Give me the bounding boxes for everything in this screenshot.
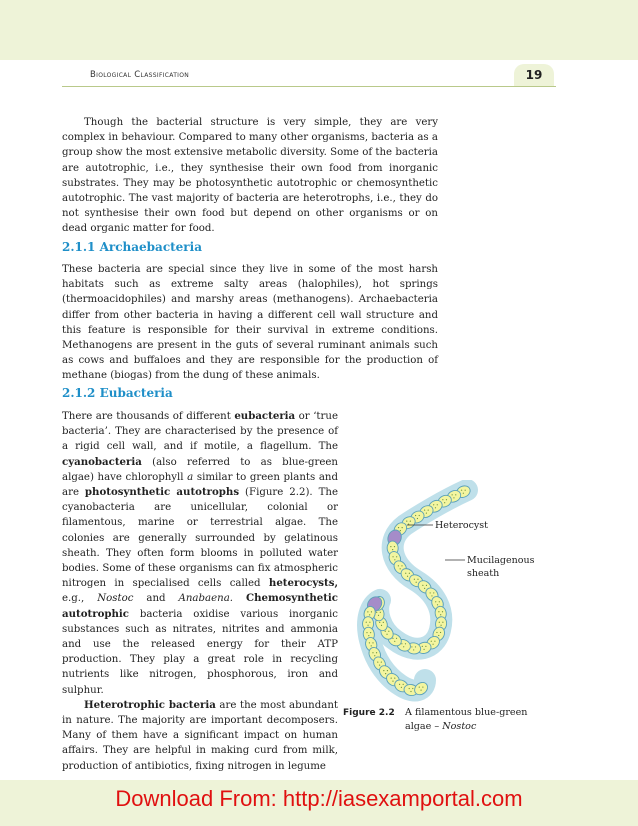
cell-granule: [435, 601, 436, 602]
cell-granule: [409, 688, 410, 689]
cell-granule: [366, 632, 367, 633]
cell-granule: [415, 515, 416, 516]
cell-granule: [371, 645, 372, 646]
cell-granule: [390, 546, 391, 547]
cell-granule: [379, 622, 380, 623]
cell-granule: [440, 632, 441, 633]
cell-granule: [401, 643, 402, 644]
heading-eubacteria: 2.1.2 Eubacteria: [62, 386, 173, 400]
cell-granule: [437, 504, 438, 505]
cell-granule: [419, 515, 420, 516]
cell-granule: [376, 612, 377, 613]
running-header: [62, 66, 556, 87]
cell-granule: [408, 524, 409, 525]
label-heterocyst: Heterocyst: [435, 520, 488, 531]
cell-granule: [402, 527, 403, 528]
cell-granule: [367, 625, 368, 626]
cell-granule: [428, 509, 429, 510]
cell-granule: [426, 585, 427, 586]
cell-granule: [370, 632, 371, 633]
cell-granule: [439, 601, 440, 602]
cell-granule: [405, 643, 406, 644]
cell-granule: [419, 686, 420, 687]
cell-granule: [392, 549, 393, 550]
page-number: 19: [514, 64, 554, 86]
cell-granule: [442, 622, 443, 623]
cell-granule: [465, 490, 466, 491]
cell-granule: [444, 502, 445, 503]
cell-granule: [426, 512, 427, 513]
cell-granule: [394, 546, 395, 547]
cell-granule: [422, 686, 423, 687]
cell-granule: [437, 604, 438, 605]
cell-granule: [423, 649, 424, 650]
top-band: [0, 0, 638, 60]
cell-granule: [416, 582, 417, 583]
cell-granule: [378, 615, 379, 616]
cell-granule: [413, 649, 414, 650]
cell-granule: [367, 611, 368, 612]
cell-granule: [381, 625, 382, 626]
cell-granule: [425, 646, 426, 647]
label-mucilage-2: sheath: [467, 568, 500, 579]
cell-granule: [442, 611, 443, 612]
cell-granule: [369, 614, 370, 615]
cell-granule: [381, 661, 382, 662]
cell-granule: [385, 631, 386, 632]
figure-caption-label: Figure 2.2: [343, 708, 395, 718]
cell-granule: [407, 576, 408, 577]
cell-granule: [410, 521, 411, 522]
cell-granule: [383, 622, 384, 623]
cell-granule: [442, 499, 443, 500]
eubacteria-paragraph: There are thousands of different eubacteria or ‘true bacteria’. They are characterised by the presence of a rigid cell wall, and if motile, a flagellum. The cyanobacteria (also referred to as blue-green algae) have chlorophyll a similar to green plants and are photosynthetic autotrophs (Figure 2.2). The cyanobacteria are unicellular, colonial or filamentous, marine or terrestrial algae. The colonies are generally surrounded by gelatinous sheath. They often form blooms in polluted water bodies. Some of these organisms can fix atmospheric nitrogen in specialised cells called heterocysts, e.g., Nostoc and Anabaena. Chemosynthetic autotrophic bacteria oxidise various inorganic substances such as nitrates, nitrites and ammonia and use the released energy for their ATP production. They play a great role in recycling nutrients like nitrogen, phosphorous, iron and sulphur. Heterotrophic bacteria are the most abundant in nature. The majority are important decomposers. Many of them have a significant impact on human affairs. They are helpful in making curd from milk, production of antibiotics, fixing nitrogen in legume: [62, 410, 338, 772]
cell-granule: [424, 509, 425, 510]
cell-granule: [398, 527, 399, 528]
download-link[interactable]: Download From: http://iasexamportal.com: [115, 786, 523, 811]
cell-granule: [435, 507, 436, 508]
cell-granule: [386, 634, 387, 635]
cell-granule: [400, 530, 401, 531]
cell-granule: [394, 678, 395, 679]
cell-granule: [440, 614, 441, 615]
cell-granule: [461, 490, 462, 491]
cell-granule: [455, 494, 456, 495]
cell-granule: [387, 670, 388, 671]
cell-granule: [409, 573, 410, 574]
cell-granule: [406, 521, 407, 522]
cell-granule: [412, 688, 413, 689]
cell-granule: [379, 664, 380, 665]
cell-granule: [446, 499, 447, 500]
cell-granule: [400, 568, 401, 569]
running-head: Biological Classification: [90, 70, 190, 80]
cell-granule: [432, 644, 433, 645]
cell-granule: [452, 494, 453, 495]
cell-granule: [380, 612, 381, 613]
cell-granule: [385, 673, 386, 674]
figure-caption: [343, 706, 543, 732]
cell-granule: [396, 638, 397, 639]
cell-granule: [453, 497, 454, 498]
cell-granule: [372, 652, 373, 653]
cell-granule: [388, 631, 389, 632]
cell-granule: [414, 579, 415, 580]
cell-granule: [433, 592, 434, 593]
cell-granule: [438, 611, 439, 612]
intro-paragraph: Though the bacterial structure is very simple, they are very complex in behaviour. Compared to many other organisms, bacteria as a group show the most extensive metabolic diversity. Some of the bacteria are autotrophic, i.e., they synthesise their own food from inorganic substrates. They may be photosynthetic autotrophic or chemosynthetic autotrophic. The vast majority of bacteria are heterotrophs, i.e., they do not synthesise their own food but depend on other organisms or on dead organic matter for food.: [62, 117, 438, 235]
cell-granule: [398, 565, 399, 566]
cell-granule: [415, 646, 416, 647]
cell-granule: [399, 684, 400, 685]
cell-granule: [391, 678, 392, 679]
cell-granule: [392, 556, 393, 557]
cell-granule: [392, 681, 393, 682]
cell-granule: [371, 611, 372, 612]
cell-granule: [392, 638, 393, 639]
cell-granule: [366, 622, 367, 623]
cell-granule: [401, 565, 402, 566]
cell-granule: [424, 588, 425, 589]
cell-granule: [376, 652, 377, 653]
cell-granule: [383, 670, 384, 671]
cell-granule: [411, 646, 412, 647]
cell-granule: [417, 518, 418, 519]
cell-granule: [417, 579, 418, 580]
cell-granule: [396, 556, 397, 557]
cell-granule: [374, 655, 375, 656]
cell-granule: [403, 684, 404, 685]
nostoc-filament-illustration: [345, 480, 555, 730]
cell-granule: [431, 595, 432, 596]
cell-granule: [369, 622, 370, 623]
cell-granule: [394, 559, 395, 560]
heading-archaebacteria: 2.1.1 Archaebacteria: [62, 240, 202, 254]
cell-granule: [433, 504, 434, 505]
cell-granule: [401, 687, 402, 688]
cell-granule: [368, 635, 369, 636]
cell-granule: [436, 632, 437, 633]
cell-granule: [463, 493, 464, 494]
cell-granule: [431, 641, 432, 642]
cell-granule: [405, 573, 406, 574]
cell-granule: [369, 642, 370, 643]
cell-granule: [440, 625, 441, 626]
cell-granule: [372, 642, 373, 643]
archaebacteria-paragraph: These bacteria are special since they live in some of the most harsh habitats such as extreme salty areas (halophiles), hot springs (thermoacidophiles) and marshy areas (methanogens). Archaebacteria differ from other bacteria in having a different cell wall structure and this feature is responsible for their survival in extreme conditions. Methanogens are present in the guts of several ruminant animals such as cows and buffaloes and they are responsible for the production of methane (biogas) from the dung of these animals.: [62, 264, 438, 382]
figure-caption-text: A filamentous blue-green algae – Nostoc: [405, 707, 528, 732]
cell-granule: [394, 641, 395, 642]
label-mucilage-1: Mucilagenous: [467, 555, 535, 566]
nostoc-figure: [345, 480, 555, 730]
cell-granule: [438, 635, 439, 636]
cell-granule: [377, 661, 378, 662]
cell-granule: [410, 691, 411, 692]
cell-granule: [434, 641, 435, 642]
cell-granule: [439, 622, 440, 623]
cell-granule: [403, 646, 404, 647]
cell-granule: [422, 585, 423, 586]
cell-granule: [430, 592, 431, 593]
cell-granule: [420, 689, 421, 690]
cell-granule: [422, 646, 423, 647]
